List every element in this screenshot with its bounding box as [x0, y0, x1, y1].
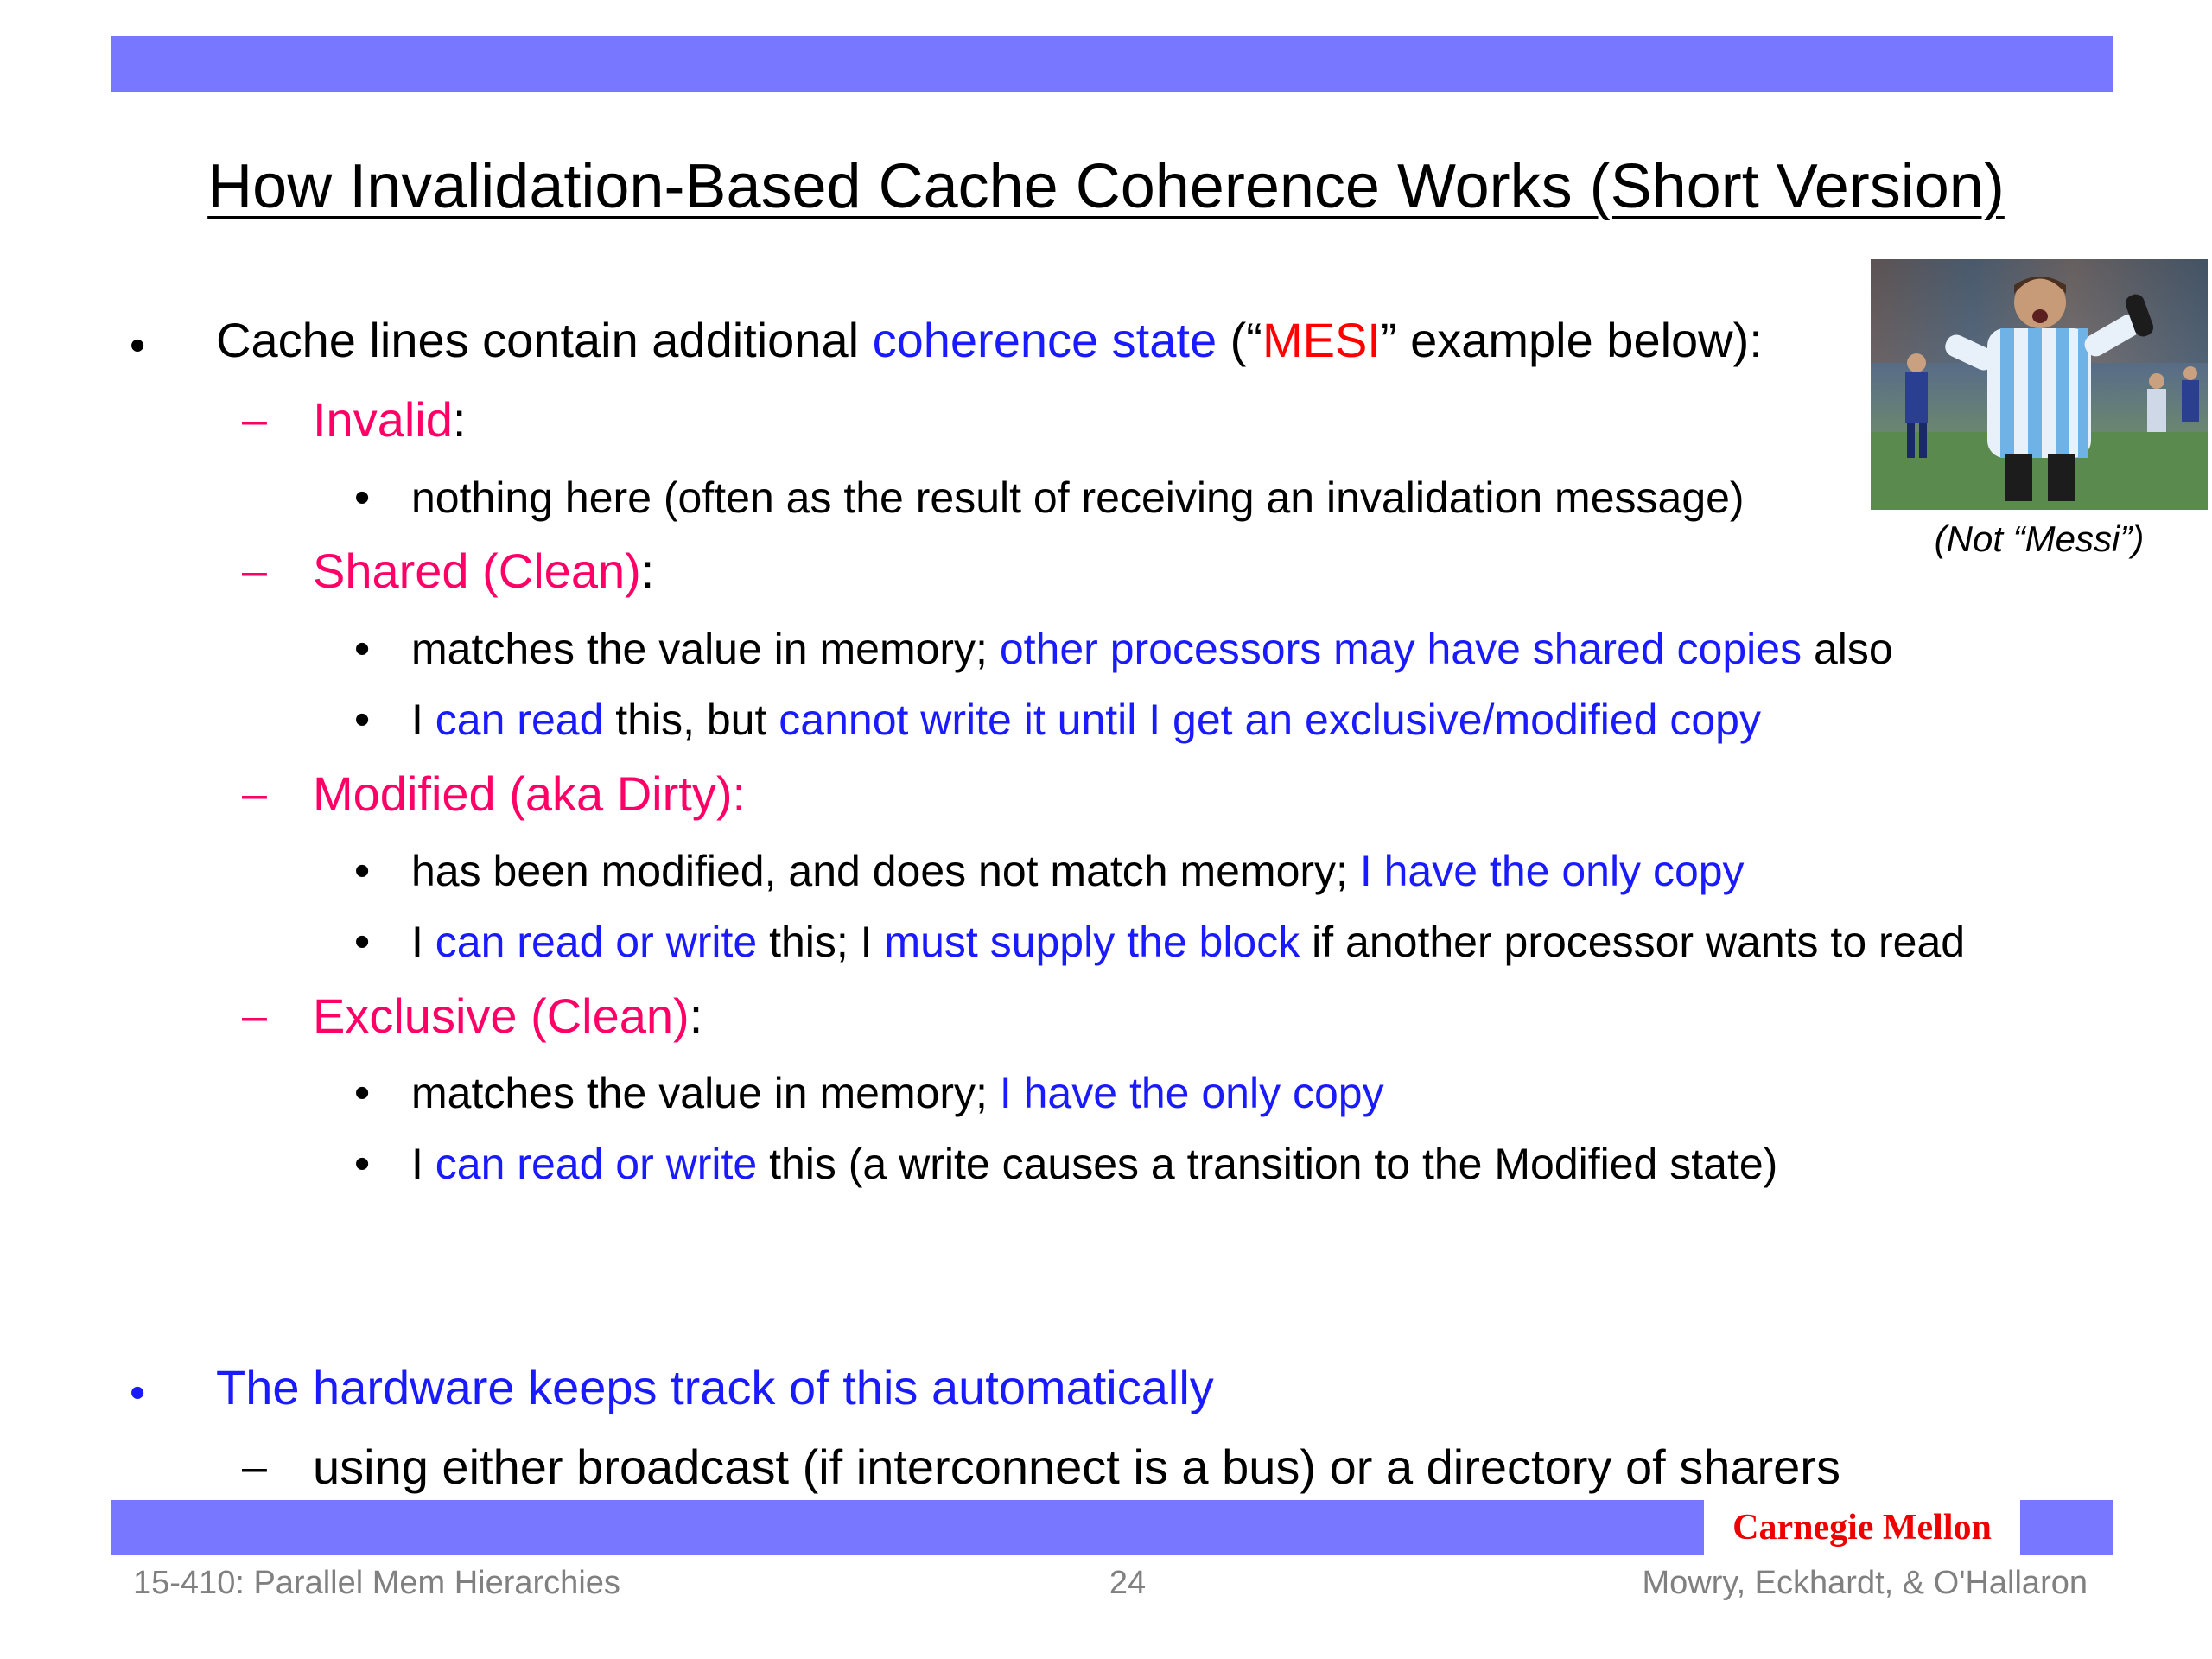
text-segment: I	[411, 1140, 435, 1188]
top-bar	[111, 36, 2113, 92]
text-segment: also	[1802, 625, 1893, 673]
text-segment: I have the only copy	[999, 1069, 1384, 1117]
state-exclusive	[313, 985, 702, 1047]
text-segment: using either broadcast (if interconnect is a bus) or a directory of sharers	[313, 1440, 1840, 1494]
hardware-sub	[313, 1436, 1840, 1498]
footer-page-number: 24	[1109, 1565, 1147, 1601]
bullet-dot: •	[354, 917, 371, 967]
text-segment: this; I	[757, 918, 885, 966]
dash-marker: –	[242, 769, 267, 819]
dash-marker: –	[242, 1442, 267, 1492]
footer-authors: Mowry, Eckhardt, & O'Hallaron	[1642, 1565, 2088, 1601]
bullet-dot: •	[130, 321, 146, 371]
footer-course: 15-410: Parallel Mem Hierarchies	[133, 1565, 620, 1601]
state-label: Exclusive (Clean)	[313, 988, 690, 1043]
text-segment: this (a write causes a transition to the Modified state)	[757, 1140, 1778, 1188]
text-segment: Cache lines contain additional	[216, 313, 873, 367]
text-segment: if another processor wants to read	[1300, 918, 1966, 966]
text-segment: can read or write	[435, 1140, 758, 1188]
exclusive-item-1	[411, 1062, 1384, 1124]
bullet-coherence-state	[216, 309, 1763, 372]
text-segment: :	[689, 988, 703, 1043]
state-label: Invalid	[313, 392, 453, 447]
slide-title: How Invalidation-Based Cache Coherence Works (Short Version)	[207, 152, 2005, 221]
text-segment: The hardware keeps track of this automatically	[216, 1360, 1214, 1414]
modified-item-1	[411, 840, 1745, 902]
state-shared	[313, 540, 654, 602]
bullet-dot: •	[354, 624, 371, 674]
text-segment: has been modified, and does not match memory;	[411, 847, 1360, 895]
dash-marker: –	[242, 546, 267, 596]
text-segment: I have the only copy	[1359, 847, 1745, 895]
state-invalid	[313, 389, 466, 451]
bullet-dot: •	[354, 695, 371, 745]
soccer-player-image	[1871, 259, 2208, 510]
text-segment: :	[640, 543, 655, 598]
modified-item-2	[411, 911, 1965, 973]
bullet-dot: •	[130, 1368, 146, 1418]
text-segment: can read or write	[435, 918, 758, 966]
dash-marker: –	[242, 395, 267, 445]
text-segment: I	[411, 918, 435, 966]
text-segment: :	[452, 392, 467, 447]
shared-item-2	[411, 689, 1761, 751]
bullet-dot: •	[354, 846, 371, 896]
state-modified	[313, 763, 746, 825]
bullet-dot: •	[354, 473, 371, 523]
text-segment: coherence state	[872, 313, 1217, 367]
text-segment: ” example below):	[1380, 313, 1763, 367]
text-segment: can read	[435, 696, 604, 744]
bullet-hardware	[216, 1357, 1214, 1419]
soccer-player-photo	[1871, 259, 2208, 510]
text-segment: MESI	[1262, 313, 1381, 367]
text-segment: cannot write it until I get an exclusive/modified copy	[779, 696, 1761, 744]
state-label: Shared (Clean)	[313, 543, 641, 598]
carnegie-mellon-logo: Carnegie Mellon	[1732, 1508, 1992, 1548]
dash-marker: –	[242, 991, 267, 1041]
text-segment: this, but	[603, 696, 779, 744]
bullet-dot: •	[354, 1068, 371, 1118]
text-segment: other processors may have shared copies	[999, 625, 1802, 673]
text-segment: (“	[1217, 313, 1262, 367]
text-segment: I	[411, 696, 435, 744]
state-label: Modified (aka Dirty):	[313, 766, 747, 821]
text-segment: must supply the block	[884, 918, 1300, 966]
invalid-item-1	[411, 467, 1745, 529]
text-segment: nothing here (often as the result of receiving an invalidation message)	[411, 474, 1745, 522]
exclusive-item-2	[411, 1133, 1777, 1195]
photo-caption: (Not “Messi”)	[1934, 518, 2145, 559]
text-segment: matches the value in memory;	[411, 1069, 1000, 1117]
bullet-dot: •	[354, 1139, 371, 1189]
text-segment: matches the value in memory;	[411, 625, 1000, 673]
shared-item-1	[411, 618, 1893, 680]
